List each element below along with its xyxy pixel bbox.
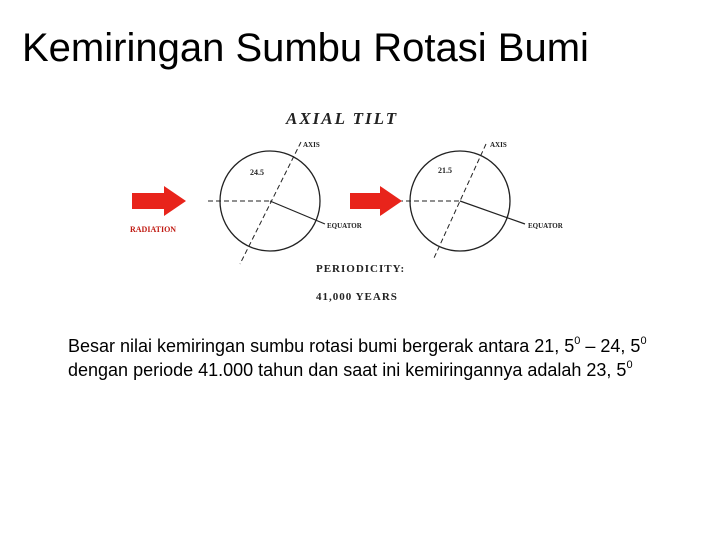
right-tilted-equator-line — [460, 201, 525, 224]
left-angle-label: 24.5 — [250, 168, 264, 177]
radiation-arrow-right — [350, 186, 402, 216]
left-axis-label: AXIS — [303, 141, 320, 149]
radiation-arrow-left — [132, 186, 186, 216]
superscript-degree-2: 0 — [640, 335, 647, 347]
body-text-part-2: – 24, 5 — [580, 336, 641, 356]
periodicity-label: PERIODICITY: — [316, 263, 406, 275]
right-angle-label: 21.5 — [438, 166, 452, 175]
superscript-degree-3: 0 — [626, 359, 633, 371]
superscript-degree-1: 0 — [574, 335, 581, 347]
left-tilted-equator-line — [270, 201, 325, 224]
diagram-heading: AXIAL TILT — [286, 109, 399, 128]
body-text-part-3: dengan periode 41.000 tahun dan saat ini kemiringannya adalah 23, 5 — [68, 360, 627, 380]
left-equator-label: EQUATOR — [327, 222, 362, 230]
body-paragraph — [68, 334, 668, 382]
right-axis-label: AXIS — [490, 141, 507, 149]
right-globe — [398, 141, 564, 258]
left-globe — [208, 141, 363, 264]
right-equator-label: EQUATOR — [528, 222, 563, 230]
axial-tilt-diagram — [120, 100, 600, 310]
radiation-label: RADIATION — [130, 225, 177, 234]
body-text-part-1: Besar nilai kemiringan sumbu rotasi bumi bergerak antara 21, 5 — [68, 336, 575, 356]
period-value: 41,000 YEARS — [316, 291, 398, 303]
slide-title: Kemiringan Sumbu Rotasi Bumi — [22, 26, 589, 70]
